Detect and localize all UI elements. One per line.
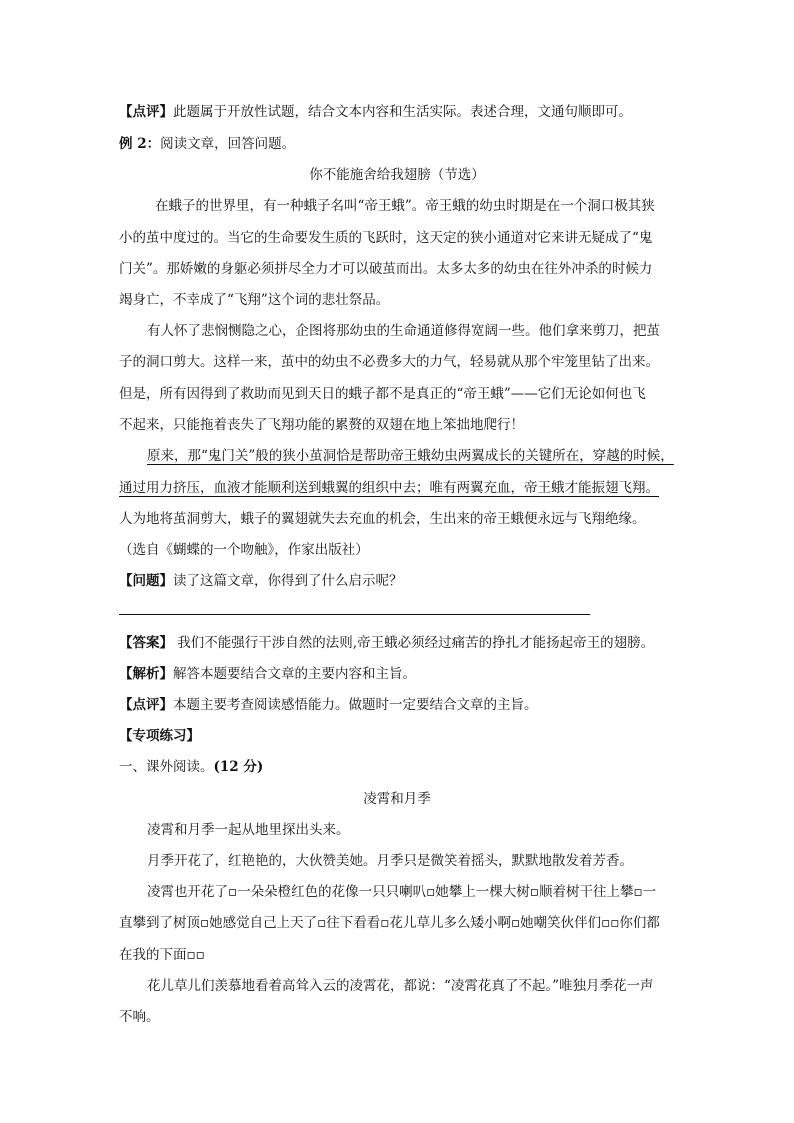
analysis-text: 解答本题要结合文章的主要内容和主旨。 (173, 666, 416, 682)
article-2-para-1: 凌霄和月季一起从地里探出头来。 (147, 822, 350, 838)
article-2-para-3-line-3: 在我的下面▫▫ (119, 947, 205, 963)
article-1-para-1-line-3: 门关”。那娇嫩的身躯必须拼尽全力才可以破茧而出。太多太多的幼虫在往外冲杀的时候力 (119, 261, 653, 277)
article-2-para-3-line-1: 凌霄也开花了▫一朵朵橙红色的花像一只只喇叭▫她攀上一棵大树▫顺着树干往上攀▫一 (147, 884, 657, 900)
article-1-para-2-line-1: 有人怀了悲悯恻隐之心，企图将那幼虫的生命通道修得宽阔一些。他们拿来剪刀，把茧 (147, 323, 660, 339)
dianping-label: 【点评】 (119, 104, 173, 120)
article-1-para-3-line-3: 人为地将茧洞剪大，蛾子的翼翅就失去充血的机会，生出来的帝王蛾便永远与飞翔绝缘。 (119, 511, 646, 527)
answer-label: 【答案】 (119, 635, 173, 651)
article-1-para-1-line-1: 在蛾子的世界里，有一种蛾子名叫“帝王蛾”。帝王蛾的幼虫时期是在一个洞口极其狭 (155, 198, 655, 214)
question-text: 读了这篇文章，你得到了什么启示呢？ (173, 573, 403, 589)
article-2-para-3-line-2: 直攀到了树顶▫她感觉自己上天了▫往下看看▫花儿草儿多么矮小啊▫她嘲笑伙伴们▫▫你们都 (119, 915, 660, 931)
section-one-line (119, 757, 263, 777)
question-label: 【问题】 (119, 573, 173, 589)
article-1-para-3-underlined-line-2: 通过用力挤压，血液才能顺利送到蛾翼的组织中去；唯有两翼充血，帝王蛾才能振翅飞翔。 (119, 480, 659, 496)
section-one-label: 一、课外阅读。 (119, 759, 214, 775)
article-2-para-4-line-2: 不响。 (119, 1009, 160, 1025)
dianping-line-1 (119, 102, 632, 122)
analysis-label: 【解析】 (119, 666, 173, 682)
dianping-line-2 (119, 695, 538, 715)
dianping-label-2: 【点评】 (119, 697, 173, 713)
example-2-text: 阅读文章，回答问题。 (160, 136, 296, 152)
answer-blank-line (119, 614, 590, 615)
answer-text: 我们不能强行干涉自然的法则,帝王蛾必须经过痛苦的挣扎才能扬起帝王的翅膀。 (173, 635, 655, 651)
article-1-source: （选自《蝴蝶的一个吻触》，作家出版社） (119, 542, 369, 558)
article-2-title: 凌霄和月季 (363, 791, 431, 807)
article-2-para-2: 月季开花了，红艳艳的，大伙赞美她。月季只是微笑着摇头，默默地散发着芳香。 (147, 853, 633, 869)
dianping-text-2: 本题主要考查阅读感悟能力。做题时一定要结合文章的主旨。 (173, 697, 538, 713)
example-2-label: 例 2： (119, 136, 161, 152)
article-1-para-1-line-2: 小的茧中度过的。当它的生命要发生质的飞跃时，这天定的狭小通道对它来讲无疑成了“鬼 (119, 230, 653, 246)
section-one-score: (12 分) (213, 759, 264, 775)
article-1-para-3-underlined-line-1: 原来，那“鬼门关”般的狭小茧洞恰是帮助帝王蛾幼虫两翼成长的关键所在，穿越的时候， (147, 448, 674, 464)
dianping-text: 此题属于开放性试题，结合文本内容和生活实际。表述合理，文通句顺即可。 (173, 104, 632, 120)
question-line (119, 571, 403, 591)
article-1-para-2-line-3: 但是，所有因得到了救助而见到天日的蛾子都不是真正的“帝王蛾”——它们无论如何也飞 (119, 386, 646, 402)
article-1-para-2-line-4: 不起来，只能拖着丧失了飞翔功能的累赘的双翅在地上笨拙地爬行！ (119, 417, 524, 433)
analysis-line (119, 664, 416, 684)
article-1-para-1-line-4: 竭身亡，不幸成了“飞翔”这个词的悲壮祭品。 (119, 292, 390, 308)
answer-line (119, 633, 654, 653)
article-2-para-4-line-1: 花儿草儿们羡慕地看着高耸入云的凌霄花，都说：“凌霄花真了不起。”唯独月季花一声 (147, 978, 654, 994)
special-practice-heading: 【专项练习】 (119, 728, 200, 744)
article-1-title: 你不能施舍给我翅膀（节选） (309, 167, 485, 183)
example-2-line (119, 134, 295, 154)
article-1-para-2-line-2: 子的洞口剪大。这样一来，茧中的幼虫不必费多大的力气，轻易就从那个牢笼里钻了出来。 (119, 354, 659, 370)
